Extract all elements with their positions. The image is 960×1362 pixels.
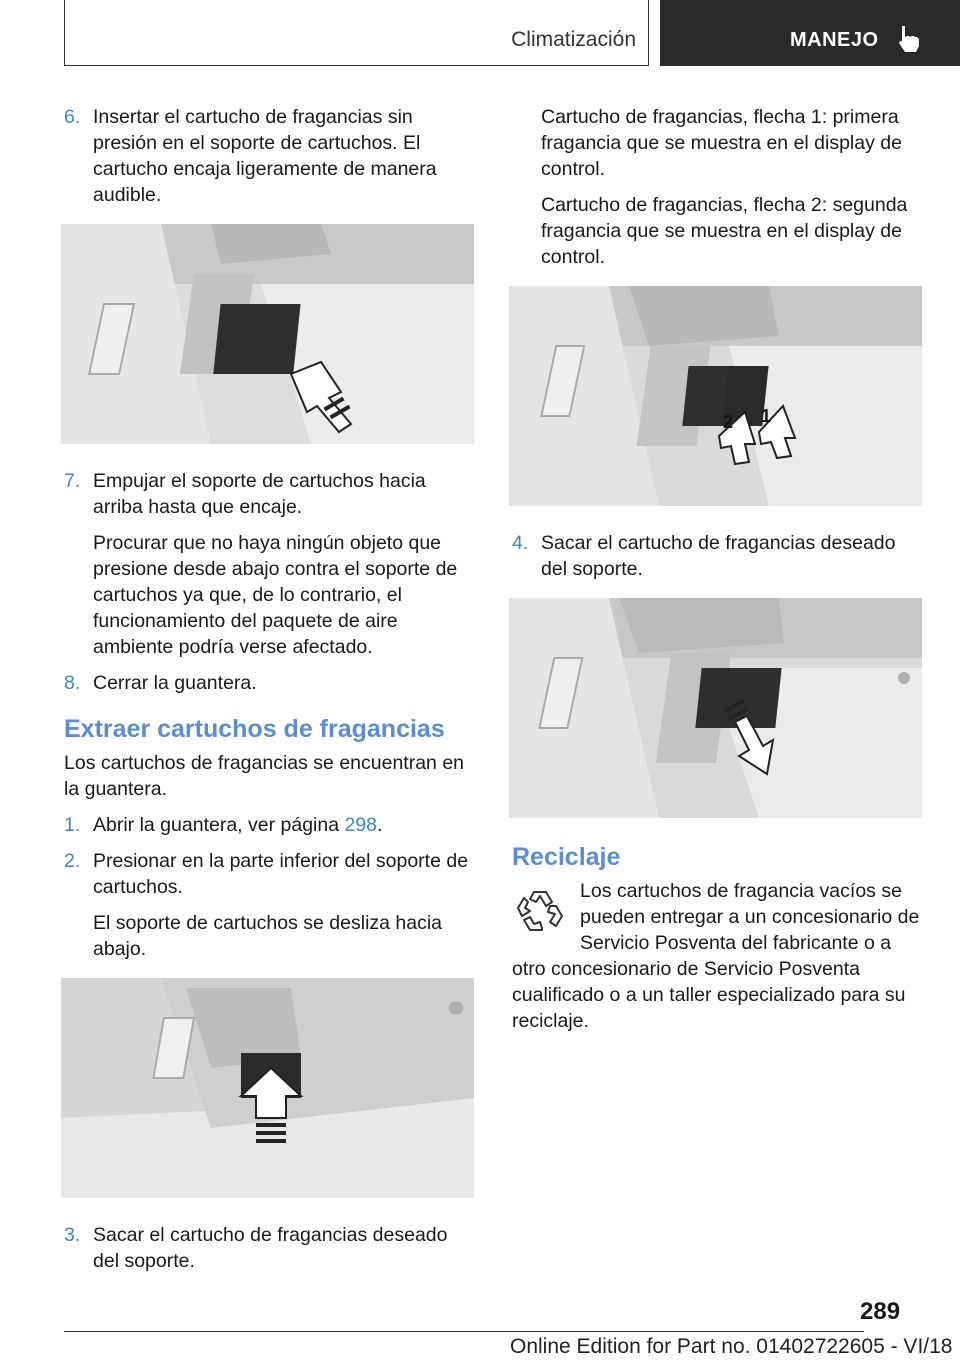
step-text (93, 812, 476, 838)
pointing-hand-icon (896, 24, 922, 54)
figure-label-1: 1 (761, 406, 772, 426)
recycling-icon (512, 882, 568, 938)
header-section-title: Climatización (511, 28, 636, 51)
step-number: 1. (64, 814, 81, 836)
photo-remove-cartridge (509, 598, 922, 818)
step-number: 4. (512, 532, 529, 554)
step-8 (64, 670, 476, 696)
step-3 (64, 1222, 476, 1274)
step-7-note: Procurar que no haya ningún objeto que presione desde abajo contra el soporte de cartuchos ya que, de lo contrario, el funcionamiento del paquete de aire ambiente podría verse afectado. (93, 532, 458, 658)
step-text: Empujar el soporte de cartuchos hacia arriba hasta que encaje. (93, 470, 426, 518)
photo-press-holder (61, 978, 474, 1198)
page-number: 289 (860, 1298, 901, 1325)
step-6 (64, 104, 476, 208)
right-column (512, 104, 924, 1034)
step-number: 6. (64, 106, 81, 128)
footer-rule (64, 1331, 864, 1332)
step-text: Presionar en la parte inferior del soporte de cartuchos. (93, 850, 469, 898)
step-1-text: Abrir la guantera, ver página (93, 814, 345, 836)
step-2 (64, 848, 476, 900)
step-2-note: El soporte de cartuchos se desliza hacia abajo. (93, 912, 443, 960)
arrow-1-description: Cartucho de fragancias, flecha 1: primera fragancia que se muestra en el display de control. (541, 106, 902, 180)
step-number: 8. (64, 672, 81, 694)
step-text: Cerrar la guantera. (93, 672, 257, 694)
step-text: Insertar el cartucho de fragancias sin presión en el soporte de cartuchos. El cartucho encaja ligeramente de manera audible. (93, 106, 437, 206)
recycling-note (512, 878, 924, 1034)
step-1-end: . (377, 814, 383, 836)
footer-edition: Online Edition for Part no. 01402722605 - VI/18 (510, 1335, 953, 1358)
step-number: 7. (64, 470, 81, 492)
header-chapter-label: MANEJO (790, 29, 879, 51)
header-rule-left (64, 0, 65, 66)
step-number: 3. (64, 1224, 81, 1246)
step-7 (64, 468, 476, 520)
step-1 (64, 812, 476, 838)
recycling-text: Los cartuchos de fragancia vacíos se pueden entregar a un concesionario de Servicio Posventa del fabricante o a otro concesionario de Servicio Posventa cualificado o a un taller especializado para su reciclaje. (512, 880, 920, 1032)
step-text: Sacar el cartucho de fragancias deseado del soporte. (93, 1224, 448, 1272)
step-number: 2. (64, 850, 81, 872)
header-rule-right (648, 0, 649, 66)
section-intro: Los cartuchos de fragancias se encuentran en la guantera. (64, 752, 465, 800)
section-heading-recycling: Reciclaje (512, 843, 621, 871)
header-rule-bottom (64, 65, 648, 66)
step-text: Sacar el cartucho de fragancias deseado del soporte. (541, 532, 896, 580)
left-column (64, 104, 476, 1284)
figure-label-2: 2 (723, 412, 734, 432)
photo-two-cartridges (509, 286, 922, 506)
photo-insert-cartridge (61, 224, 474, 444)
arrow-2-description: Cartucho de fragancias, flecha 2: segunda fragancia que se muestra en el display de control. (541, 194, 908, 268)
step-4 (512, 530, 924, 582)
section-heading-remove: Extraer cartuchos de fragancias (64, 715, 445, 743)
page-reference-link[interactable]: 298 (344, 814, 378, 836)
